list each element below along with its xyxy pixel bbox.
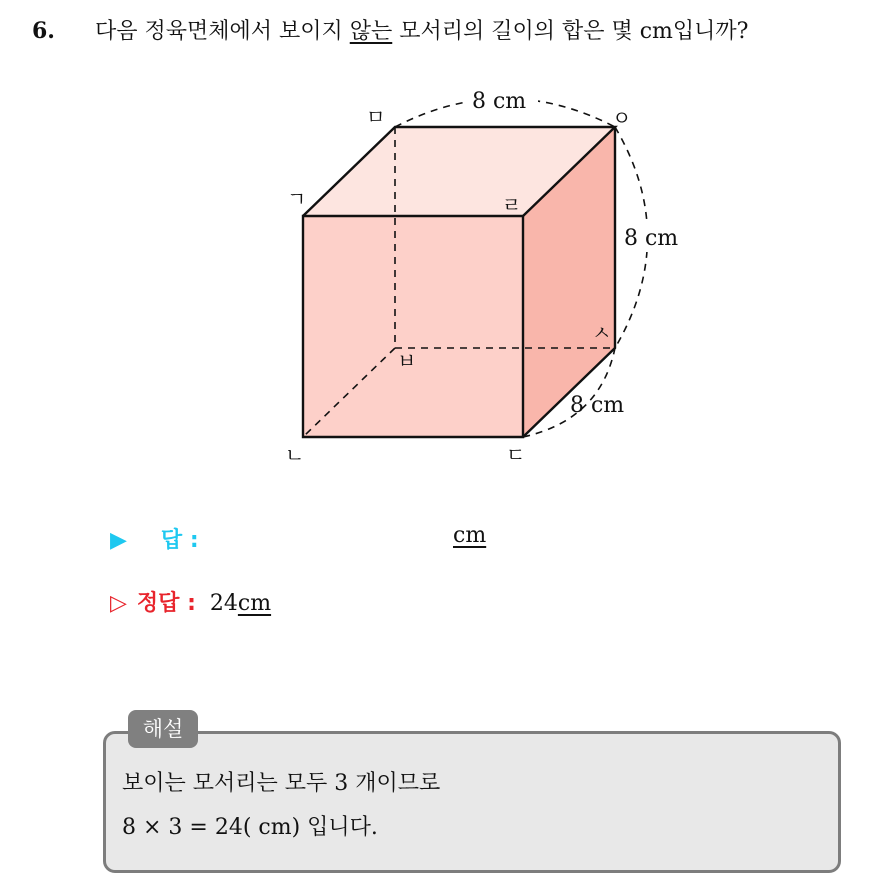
correct-answer-value xyxy=(210,591,271,616)
edge-label-right: 8 cm xyxy=(624,226,679,251)
explanation-line-1: 보이는 모서리는 모두 3 개이므로 xyxy=(122,771,441,796)
answer-row xyxy=(110,523,199,554)
question-text-before: 다음 정육면체에서 보이지 xyxy=(94,19,350,44)
cube-front-face xyxy=(303,216,523,437)
correct-answer-label: 정답 : xyxy=(136,591,196,616)
answer-label: 답 : xyxy=(160,528,199,553)
vertex-label-g: ㄱ xyxy=(287,187,307,211)
vertex-label-r: ㄹ xyxy=(502,193,522,217)
question-text-after: 모서리의 길이의 합은 몇 cm입니까? xyxy=(392,19,749,44)
question-underlined-word: 않는 xyxy=(349,19,393,44)
explanation-line-2: 8 × 3 = 24( cm) 입니다. xyxy=(122,815,378,840)
correct-answer-row xyxy=(110,586,271,617)
explanation-tag: 해설 xyxy=(128,710,198,748)
edge-label-top: 8 cm xyxy=(472,89,527,114)
correct-value-number: 24 xyxy=(209,591,238,616)
filled-triangle-icon: ▶ xyxy=(110,528,127,553)
edge-label-bottom: 8 cm xyxy=(570,393,625,418)
vertex-label-b: ㅂ xyxy=(397,349,417,373)
correct-value-unit: cm xyxy=(237,591,272,616)
vertex-label-m: ㅁ xyxy=(366,105,386,129)
answer-blank-unit: cm xyxy=(453,523,487,548)
question-number: 6. xyxy=(32,18,55,44)
vertex-label-n: ㄴ xyxy=(285,443,305,467)
vertex-label-d: ㄷ xyxy=(506,443,526,467)
outline-triangle-icon: ▷ xyxy=(110,591,127,616)
vertex-label-o: ㅇ xyxy=(612,106,632,130)
explanation-box xyxy=(103,731,841,873)
vertex-label-s: ㅅ xyxy=(592,321,612,345)
